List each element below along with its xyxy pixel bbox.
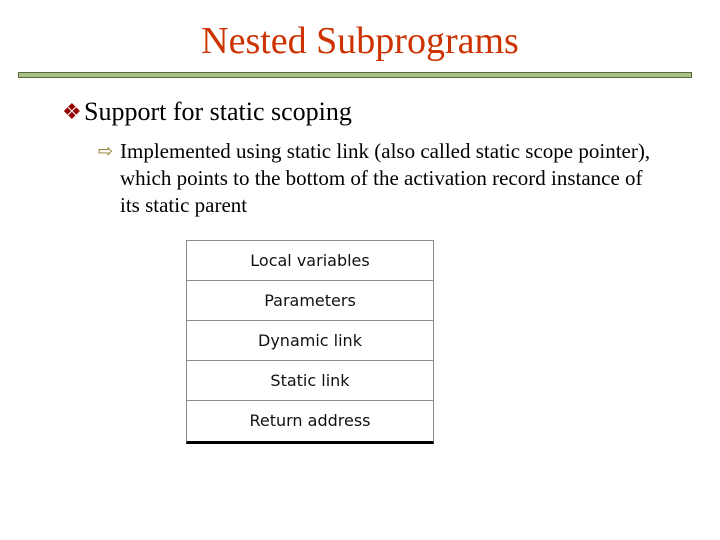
sub-bullet-text: Implemented using static link (also called static scope pointer), which points to the bottom of the activation record instance of its static parent (120, 139, 651, 217)
ar-row-return-address: Return address (249, 411, 371, 430)
bullet-text: Support for static scoping (84, 97, 352, 126)
ar-row-dynamic-link: Dynamic link (187, 321, 433, 361)
title-divider (18, 72, 692, 78)
sub-bullet-item (98, 138, 658, 219)
ar-row-local-variables: Local variables (187, 241, 433, 281)
arrow-bullet-icon: ⇨ (98, 141, 114, 162)
bullet-item (62, 96, 352, 128)
ar-row-parameters: Parameters (187, 281, 433, 321)
ar-row-static-link: Static link (187, 361, 433, 401)
activation-record-diagram (186, 240, 434, 444)
diamond-bullet-icon: ❖ (62, 99, 82, 124)
page-title: Nested Subprograms (201, 20, 519, 62)
